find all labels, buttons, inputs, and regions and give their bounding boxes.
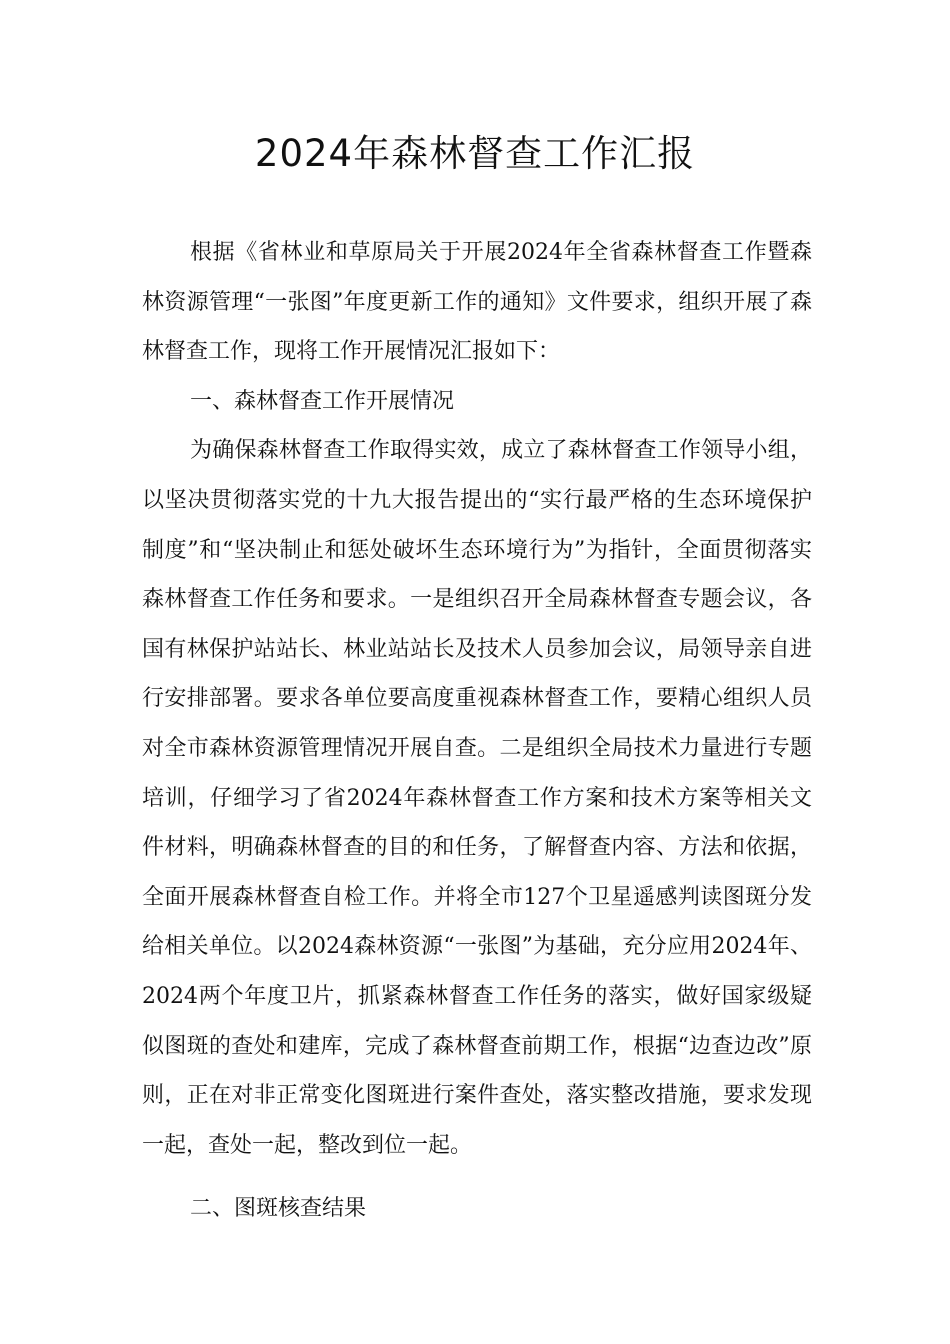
section-heading-1: 一、森林督查工作开展情况 bbox=[190, 388, 455, 414]
section-heading-2: 二、图斑核查结果 bbox=[190, 1196, 367, 1222]
document-title: 2024年森林督查工作汇报 bbox=[254, 132, 696, 175]
body-paragraph-1: 为确保森林督查工作取得实效，成立了森林督查工作领导小组，以坚决贯彻落实党的十九大报告提出的“实行最严格的生态环境保护制度”和“坚决制止和惩处破坏生态环境行为”为指针，全面贯彻落实森林督查工作任务和要求。一是组织召开全局森林督查专题会议，各国有林保护站站长、林业站站长及技术人员参加会议，局领导亲自进行安排部署。要求各单位要高度重视森林督查工作，要精心组织人员对全市森林资源管理情况开展自查。二是组织全局技术力量进行专题培训，仔细学习了省2024年森林督查工作方案和技术方案等相关文件材料，明确森林督查的目的和任务，了解督查内容、方法和依据，全面开展森林督查自检工作。并将全市127个卫星遥感判读图斑分发给相关单位。以2024森林资源“一张图”为基础，充分应用2024年、2024两个年度卫片，抓紧森林督查工作任务的落实，做好国家级疑似图斑的查处和建库，完成了森林督查前期工作，根据“边查边改”原则，正在对非正常变化图斑进行案件查处，落实整改措施，要求发现一起，查处一起，整改到位一起。 bbox=[142, 438, 812, 1158]
intro-paragraph: 根据《省林业和草原局关于开展2024年全省森林督查工作暨森林资源管理“一张图”年度更新工作的通知》文件要求，组织开展了森林督查工作，现将工作开展情况汇报如下： bbox=[142, 240, 812, 365]
document-body bbox=[142, 228, 812, 1234]
